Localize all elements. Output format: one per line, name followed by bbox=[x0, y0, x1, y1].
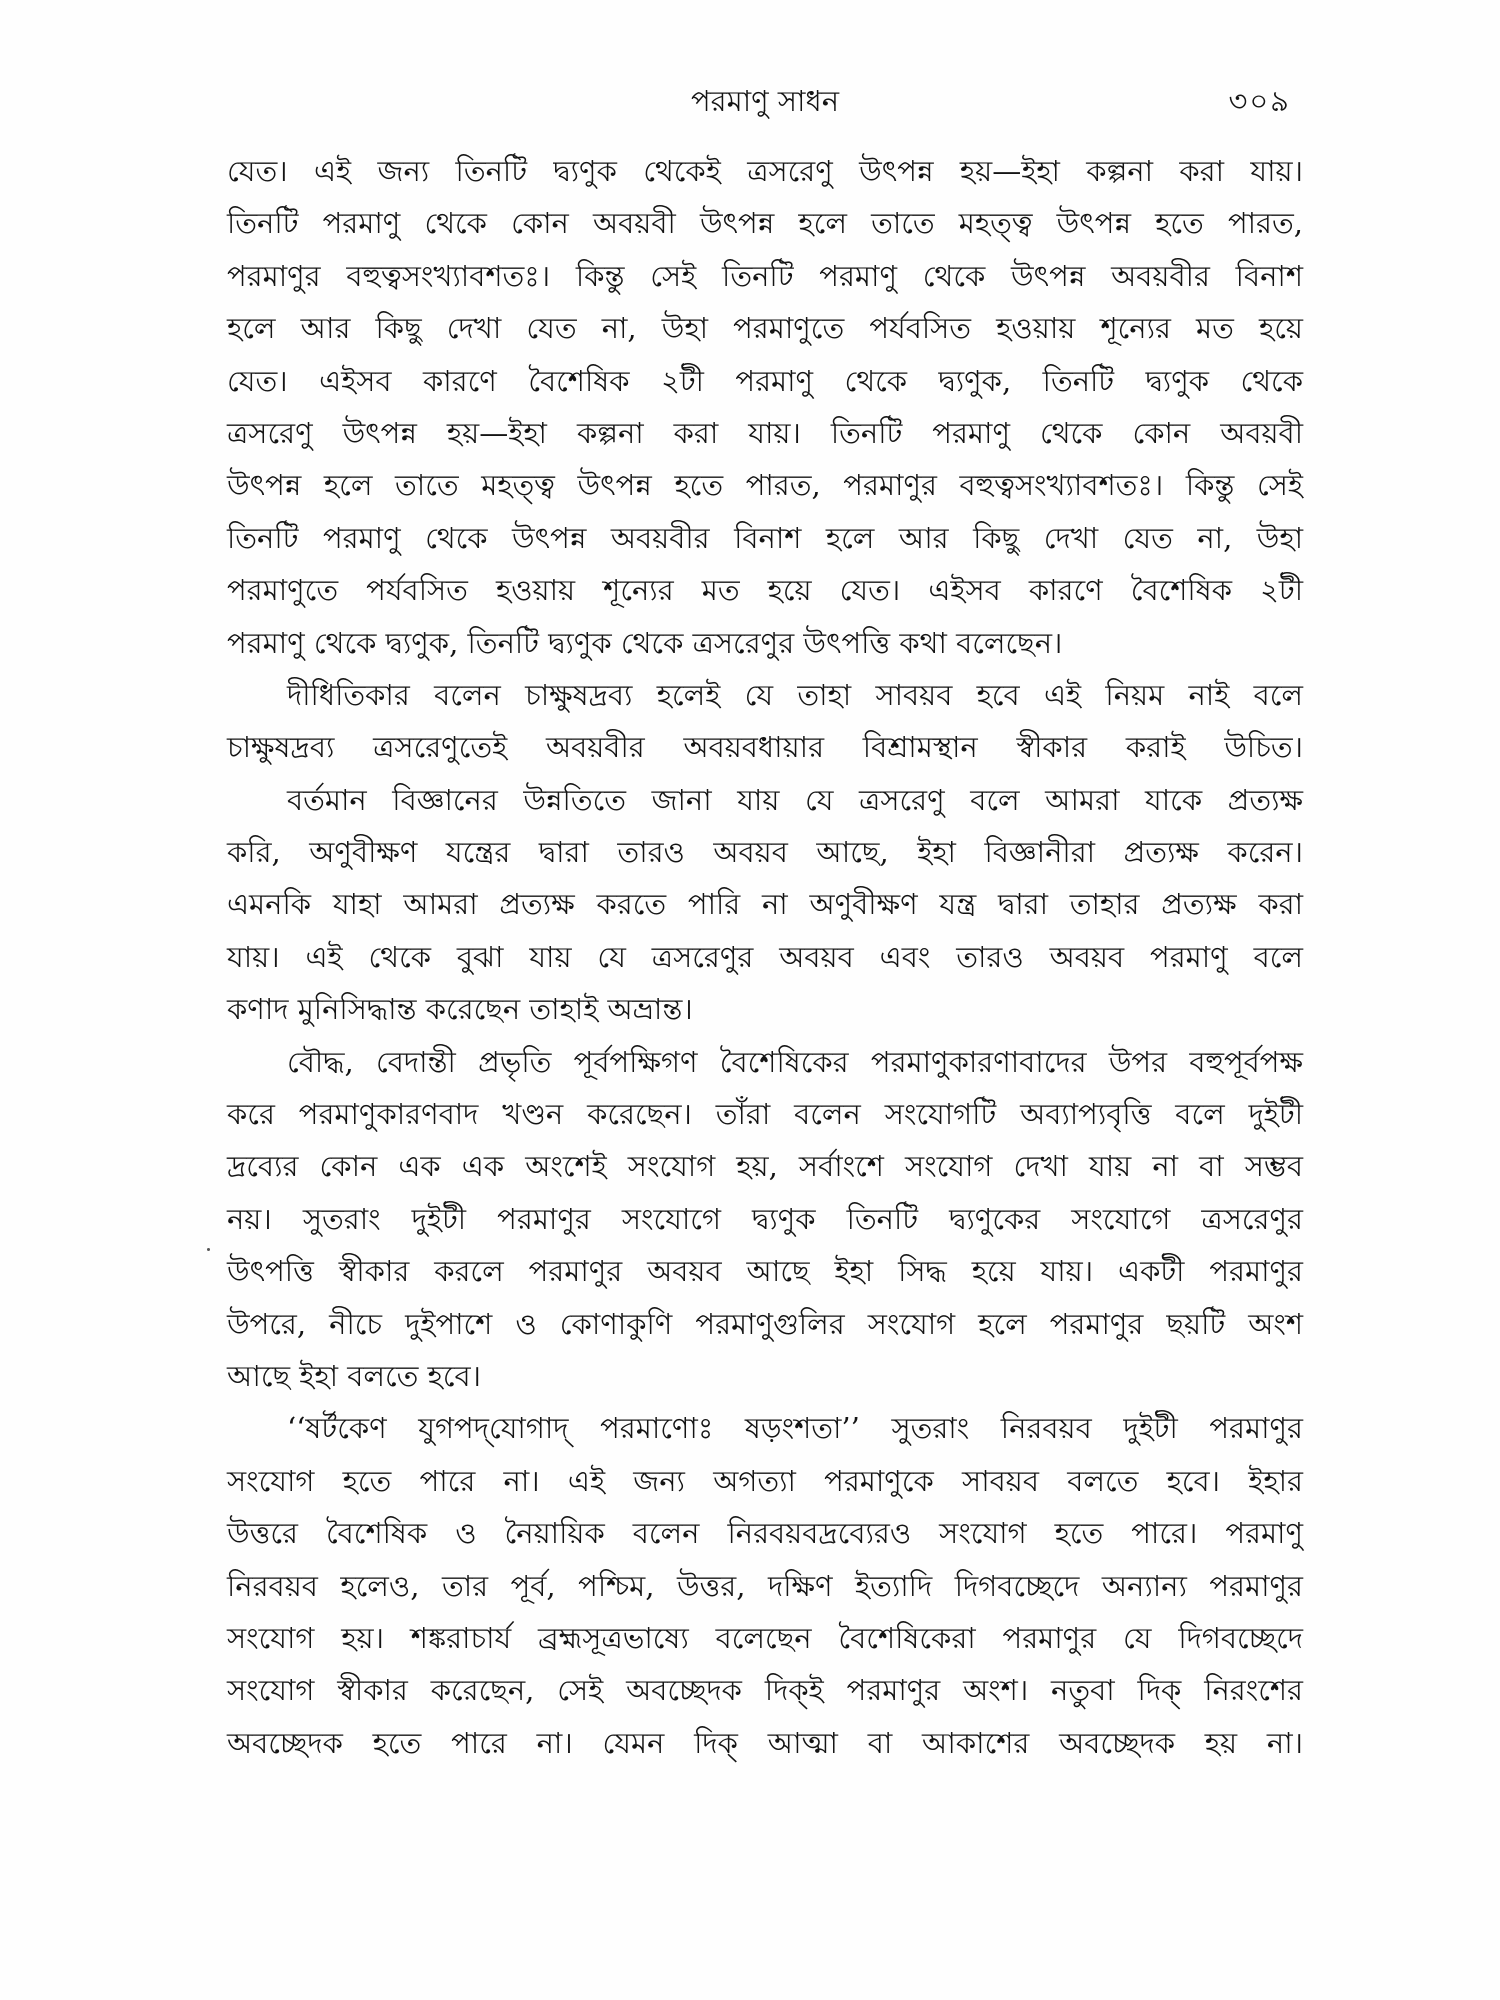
text-line: যেত। এইসব কারণে বৈশেষিক ২টী পরমাণু থেকে দ্ব্যণুক, তিনটি দ্ব্যণুক থেকে bbox=[227, 363, 1303, 398]
text-line: ‘‘ষর্টকেণ যুগপদ্‌যোগাদ্‌ পরমাণোঃ ষড়ংশতা’’ সুতরাং নিরবয়ব দুইটী পরমাণুর bbox=[287, 1411, 1303, 1446]
text-line: ত্রসরেণু উৎপন্ন হয়—ইহা কল্পনা করা যায়। তিনটি পরমাণু থেকে কোন অবয়বী bbox=[227, 415, 1303, 450]
running-title: পরমাণু সাধন bbox=[690, 84, 840, 118]
text-line: করে পরমাণুকারণবাদ খণ্ডন করেছেন। তাঁরা বলেন সংযোগটি অব্যাপ্যবৃত্তি বলে দুইটী bbox=[227, 1097, 1303, 1132]
text-line: বৌদ্ধ, বেদান্তী প্রভৃতি পূর্বপক্ষিগণ বৈশেষিকের পরমাণুকারণাবাদের উপর বহুপূর্বপক্ষ bbox=[287, 1044, 1303, 1079]
text-line: উত্তরে বৈশেষিক ও নৈয়ায়িক বলেন নিরবয়বদ্রব্যেরও সংযোগ হতে পারে। পরমাণু bbox=[227, 1516, 1303, 1551]
paragraph bbox=[227, 774, 1303, 1036]
text-line: তিনটি পরমাণু থেকে উৎপন্ন অবয়বীর বিনাশ হলে আর কিছু দেখা যেত না, উহা bbox=[227, 520, 1303, 555]
text-line: করি, অণুবীক্ষণ যন্ত্রের দ্বারা তারও অবয়ব আছে, ইহা বিজ্ঞানীরা প্রত্যক্ষ করেন। bbox=[227, 835, 1303, 870]
text-line: তিনটি পরমাণু থেকে কোন অবয়বী উৎপন্ন হলে তাতে মহত্ত্ব উৎপন্ন হতে পারত, bbox=[227, 206, 1303, 241]
text-line: সংযোগ হতে পারে না। এই জন্য অগত্যা পরমাণুকে সাবয়ব বলতে হবে। ইহার bbox=[227, 1463, 1303, 1498]
scan-speck bbox=[207, 1248, 210, 1251]
text-line: দ্রব্যের কোন এক এক অংশেই সংযোগ হয়, সর্বাংশে সংযোগ দেখা যায় না বা সম্ভব bbox=[227, 1149, 1303, 1184]
text-line: সংযোগ স্বীকার করেছেন, সেই অবচ্ছেদক দিক্‌ই পরমাণুর অংশ। নতুবা দিক্‌ নিরংশের bbox=[227, 1673, 1303, 1708]
running-head bbox=[227, 76, 1303, 126]
text-line: পরমাণু থেকে দ্ব্যণুক, তিনটি দ্ব্যণুক থেকে ত্রসরেণুর উৎপত্তি কথা বলেছেন। bbox=[227, 625, 1063, 660]
text-line: পরমাণুতে পর্যবসিত হওয়ায় শূন্যের মত হয়ে যেত। এইসব কারণে বৈশেষিক ২টী bbox=[227, 573, 1303, 608]
text-line: উৎপন্ন হলে তাতে মহত্ত্ব উৎপন্ন হতে পারত, পরমাণুর বহুত্বসংখ্যাবশতঃ। কিন্তু সেই bbox=[227, 468, 1303, 503]
paragraph bbox=[227, 1402, 1303, 1769]
paragraph bbox=[227, 669, 1303, 774]
paragraph bbox=[227, 1036, 1303, 1403]
text-line: উৎপত্তি স্বীকার করলে পরমাণুর অবয়ব আছে ইহা সিদ্ধ হয়ে যায়। একটী পরমাণুর bbox=[227, 1254, 1303, 1289]
text-line: দীধিতিকার বলেন চাক্ষুষদ্রব্য হলেই যে তাহা সাবয়ব হবে এই নিয়ম নাই বলে bbox=[287, 677, 1303, 712]
body-text bbox=[227, 145, 1303, 1769]
page-number: ৩০৯ bbox=[1228, 84, 1291, 118]
text-line: উপরে, নীচে দুইপাশে ও কোণাকুণি পরমাণুগুলির সংযোগ হলে পরমাণুর ছয়টি অংশ bbox=[227, 1306, 1303, 1341]
text-line: পরমাণুর বহুত্বসংখ্যাবশতঃ। কিন্তু সেই তিনটি পরমাণু থেকে উৎপন্ন অবয়বীর বিনাশ bbox=[227, 258, 1303, 293]
text-line: হলে আর কিছু দেখা যেত না, উহা পরমাণুতে পর্যবসিত হওয়ায় শূন্যের মত হয়ে bbox=[227, 311, 1303, 346]
text-line: যেত। এই জন্য তিনটি দ্ব্যণুক থেকেই ত্রসরেণু উৎপন্ন হয়—ইহা কল্পনা করা যায়। bbox=[227, 154, 1303, 188]
text-line: নিরবয়ব হলেও, তার পূর্ব, পশ্চিম, উত্তর, দক্ষিণ ইত্যাদি দিগবচ্ছেদে অন্যান্য পরমাণুর bbox=[227, 1568, 1303, 1603]
text-line: নয়। সুতরাং দুইটী পরমাণুর সংযোগে দ্ব্যণুক তিনটি দ্ব্যণুকের সংযোগে ত্রসরেণুর bbox=[227, 1201, 1303, 1236]
text-line: আছে ইহা বলতে হবে। bbox=[227, 1358, 481, 1393]
text-line: কণাদ মুনিসিদ্ধান্ত করেছেন তাহাই অভ্রান্ত। bbox=[227, 992, 693, 1027]
text-line: চাক্ষুষদ্রব্য ত্রসরেণুতেই অবয়বীর অবয়বধায়ার বিশ্রামস্থান স্বীকার করাই উচিত। bbox=[227, 730, 1303, 765]
text-line: যায়। এই থেকে বুঝা যায় যে ত্রসরেণুর অবয়ব এবং তারও অবয়ব পরমাণু বলে bbox=[227, 939, 1303, 974]
text-line: সংযোগ হয়। শঙ্করাচার্য ব্রহ্মসূত্রভাষ্যে বলেছেন বৈশেষিকেরা পরমাণুর যে দিগবচ্ছেদে bbox=[227, 1620, 1303, 1655]
text-line: অবচ্ছেদক হতে পারে না। যেমন দিক্‌ আত্মা বা আকাশের অবচ্ছেদক হয় না। bbox=[227, 1725, 1303, 1760]
paragraph bbox=[227, 145, 1303, 669]
text-line: এমনকি যাহা আমরা প্রত্যক্ষ করতে পারি না অণুবীক্ষণ যন্ত্র দ্বারা তাহার প্রত্যক্ষ করা bbox=[227, 887, 1303, 922]
text-line: বর্তমান বিজ্ঞানের উন্নতিতে জানা যায় যে ত্রসরেণু বলে আমরা যাকে প্রত্যক্ষ bbox=[287, 782, 1303, 817]
